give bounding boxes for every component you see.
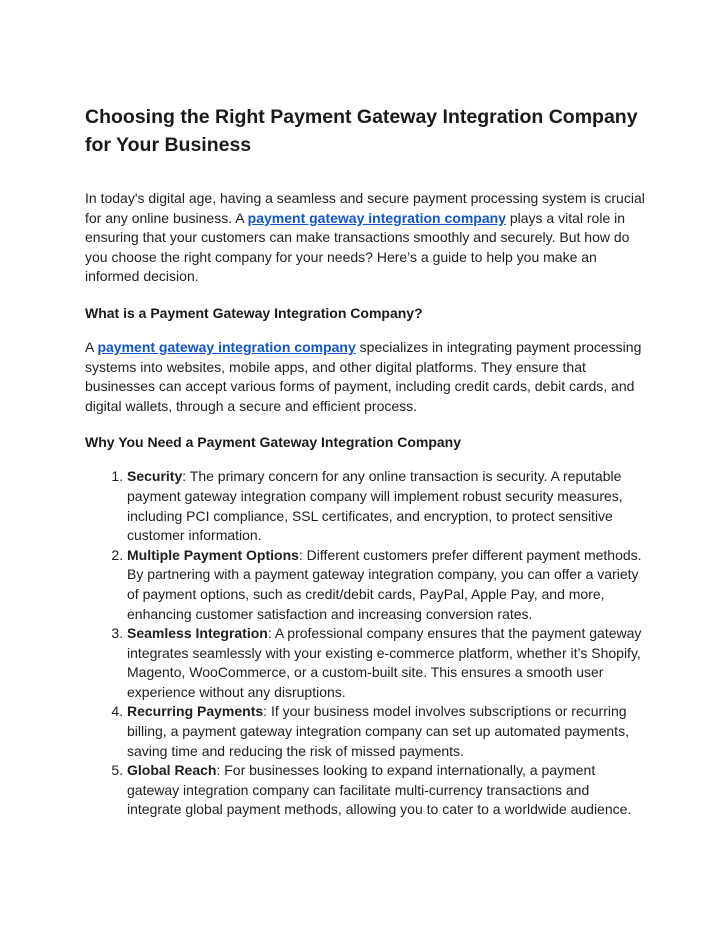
intro-text-after: plays a vital role in ensuring that your customers can make transactions smoothly and securely. But how do you choose the right company for your needs? Here’s a guide to help you make an informed decision.: [85, 209, 630, 285]
list-item-text: : The primary concern for any online transaction is security. A reputable payment gateway integration company will implement robust security measures, including PCI compliance, SSL certificates, and encryption, to protect sensitive customer information.: [127, 468, 623, 544]
list-item-global-reach: [127, 761, 645, 820]
list-item-term: Global Reach: [127, 762, 217, 779]
list-item-recurring-payments: [127, 702, 645, 761]
document-title: Choosing the Right Payment Gateway Integration Company for Your Business: [85, 106, 638, 156]
list-item-text: : Different customers prefer different payment methods. By partnering with a payment gateway integration company, you can offer a variety of payment options, such as credit/debit cards, PayPal, Apple Pay, and more, enhancing customer satisfaction and increasing conversion rates.: [127, 546, 642, 622]
list-item-seamless-integration: [127, 624, 645, 702]
list-item-text: : If your business model involves subscriptions or recurring billing, a payment gateway integration company can set up automated payments, saving time and reducing the risk of missed payments.: [127, 703, 629, 759]
list-item-term: Recurring Payments: [127, 703, 264, 720]
intro-link[interactable]: payment gateway integration company: [247, 209, 506, 226]
what-link[interactable]: payment gateway integration company: [97, 338, 356, 355]
list-item-text: : For businesses looking to expand internationally, a payment gateway integration company can facilitate multi-currency transactions and integrate global payment methods, allowing you to cater to a worldwide audience.: [127, 762, 632, 818]
intro-text-before: In today's digital age, having a seamless and secure payment processing system is crucial for any online business. A: [85, 190, 645, 226]
section-what-paragraph: [85, 338, 645, 416]
section-why-heading: Why You Need a Payment Gateway Integration Company: [85, 434, 462, 451]
list-item-term: Security: [127, 468, 183, 485]
what-text-before: A: [85, 338, 98, 355]
reasons-list: [85, 467, 645, 820]
document-page: [85, 103, 645, 820]
list-item-payment-options: [127, 546, 645, 624]
list-item-text: : A professional company ensures that the payment gateway integrates seamlessly with your existing e-commerce platform, whether it’s Shopify, Magento, WooCommerce, or a custom-built site. This ensures a smooth user experience without any disruptions.: [127, 625, 642, 700]
intro-paragraph: [85, 189, 645, 287]
list-item-security: [127, 467, 645, 545]
list-item-term: Seamless Integration: [127, 625, 268, 642]
list-item-term: Multiple Payment Options: [127, 546, 299, 563]
what-text-after: specializes in integrating payment processing systems into websites, mobile apps, and other digital platforms. They ensure that businesses can accept various forms of payment, including credit cards, debit cards, and digital wallets, through a secure and efficient process.: [85, 338, 642, 414]
section-what-heading: What is a Payment Gateway Integration Company?: [85, 304, 423, 321]
